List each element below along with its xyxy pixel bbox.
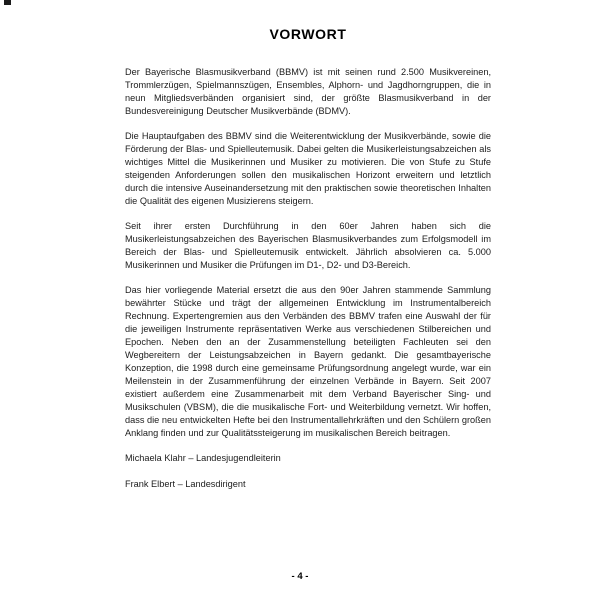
page-number: - 4 -	[291, 571, 309, 582]
signature-line-landesjugendleiterin: Michaela Klahr – Landesjugendleiterin	[125, 453, 281, 463]
paragraph-durchfuehrung: Seit ihrer ersten Durchführung in den 60er Jahren haben sich die Musikerleistungsabzeichen des Bayerischen Blasmusikverbandes zum Erfolgsmodell im Bereich der Blas- und Spielleutemusik entwickelt. Jährlich absolvieren ca. 5.000 Musikerinnen und Musiker die Prüfungen im D1-, D2- und D3-Bereich.	[125, 221, 491, 270]
scan-corner-artifact	[4, 0, 11, 5]
page-title: VORWORT	[269, 26, 347, 42]
paragraph-material: Das hier vorliegende Material ersetzt die aus den 90er Jahren stammende Sammlung bewährter Stücke und trägt der allgemeinen Entwicklung im Instrumentalbereich Rechnung. Expertengremien aus den Verbänden des BBMV trafen eine Auswahl der für die jeweiligen Instrumente repräsentativen Werke aus verschiedenen Stilbereichen und Epochen. Neben den an der Zusammenstellung beteiligten Fachleuten sei den Wegbereitern der Leistungsabzeichen in Bayern gedankt. Die gesamtbayerische Konzeption, die 1998 durch eine gemeinsame Prüfungsordnung angelegt wurde, war ein Meilenstein in der Zusammenführung der einzelnen Verbände in Bayern. Seit 2007 existiert außerdem eine Zusammenarbeit mit dem Verband Bayerischer Sing- und Musikschulen (VBSM), die die musikalische Fort- und Weiterbildung vernetzt. Wir hoffen, dass die neu entwickelten Hefte bei den Instrumentallehrkräften und den Schülern großen Anklang finden und zur Qualitätssteigerung im musikalischen Bereich beitragen.	[125, 285, 491, 438]
paragraph-intro-bbmv: Der Bayerische Blasmusikverband (BBMV) ist mit seinen rund 2.500 Musikvereinen, Trommlerzügen, Spielmannszügen, Ensembles, Alphorn- und Jagdhorngruppen, die in neun Mitgliedsverbänden organisiert sind, der größte Blasmusikverband in der Bundesvereinigung Deutscher Musikverbände (BDMV).	[125, 67, 491, 116]
signature-line-landesdirigent: Frank Elbert – Landesdirigent	[125, 479, 246, 489]
paragraph-hauptaufgaben: Die Hauptaufgaben des BBMV sind die Weiterentwicklung der Musikverbände, sowie die Förderung der Blas- und Spielleutemusik. Dabei gelten die Musikerleistungsabzeichen als wichtiges Mittel die Musikerinnen und Musiker zu motivieren. Die von Stufe zu Stufe steigenden Anforderungen sollen den musikalischen Horizont erweitern und letztlich durch die intensive Auseinandersetzung mit den praktischen sowie theoretischen Inhalten die Qualität des eigenen Musizierens steigern.	[125, 131, 491, 206]
signature-block	[125, 452, 491, 491]
